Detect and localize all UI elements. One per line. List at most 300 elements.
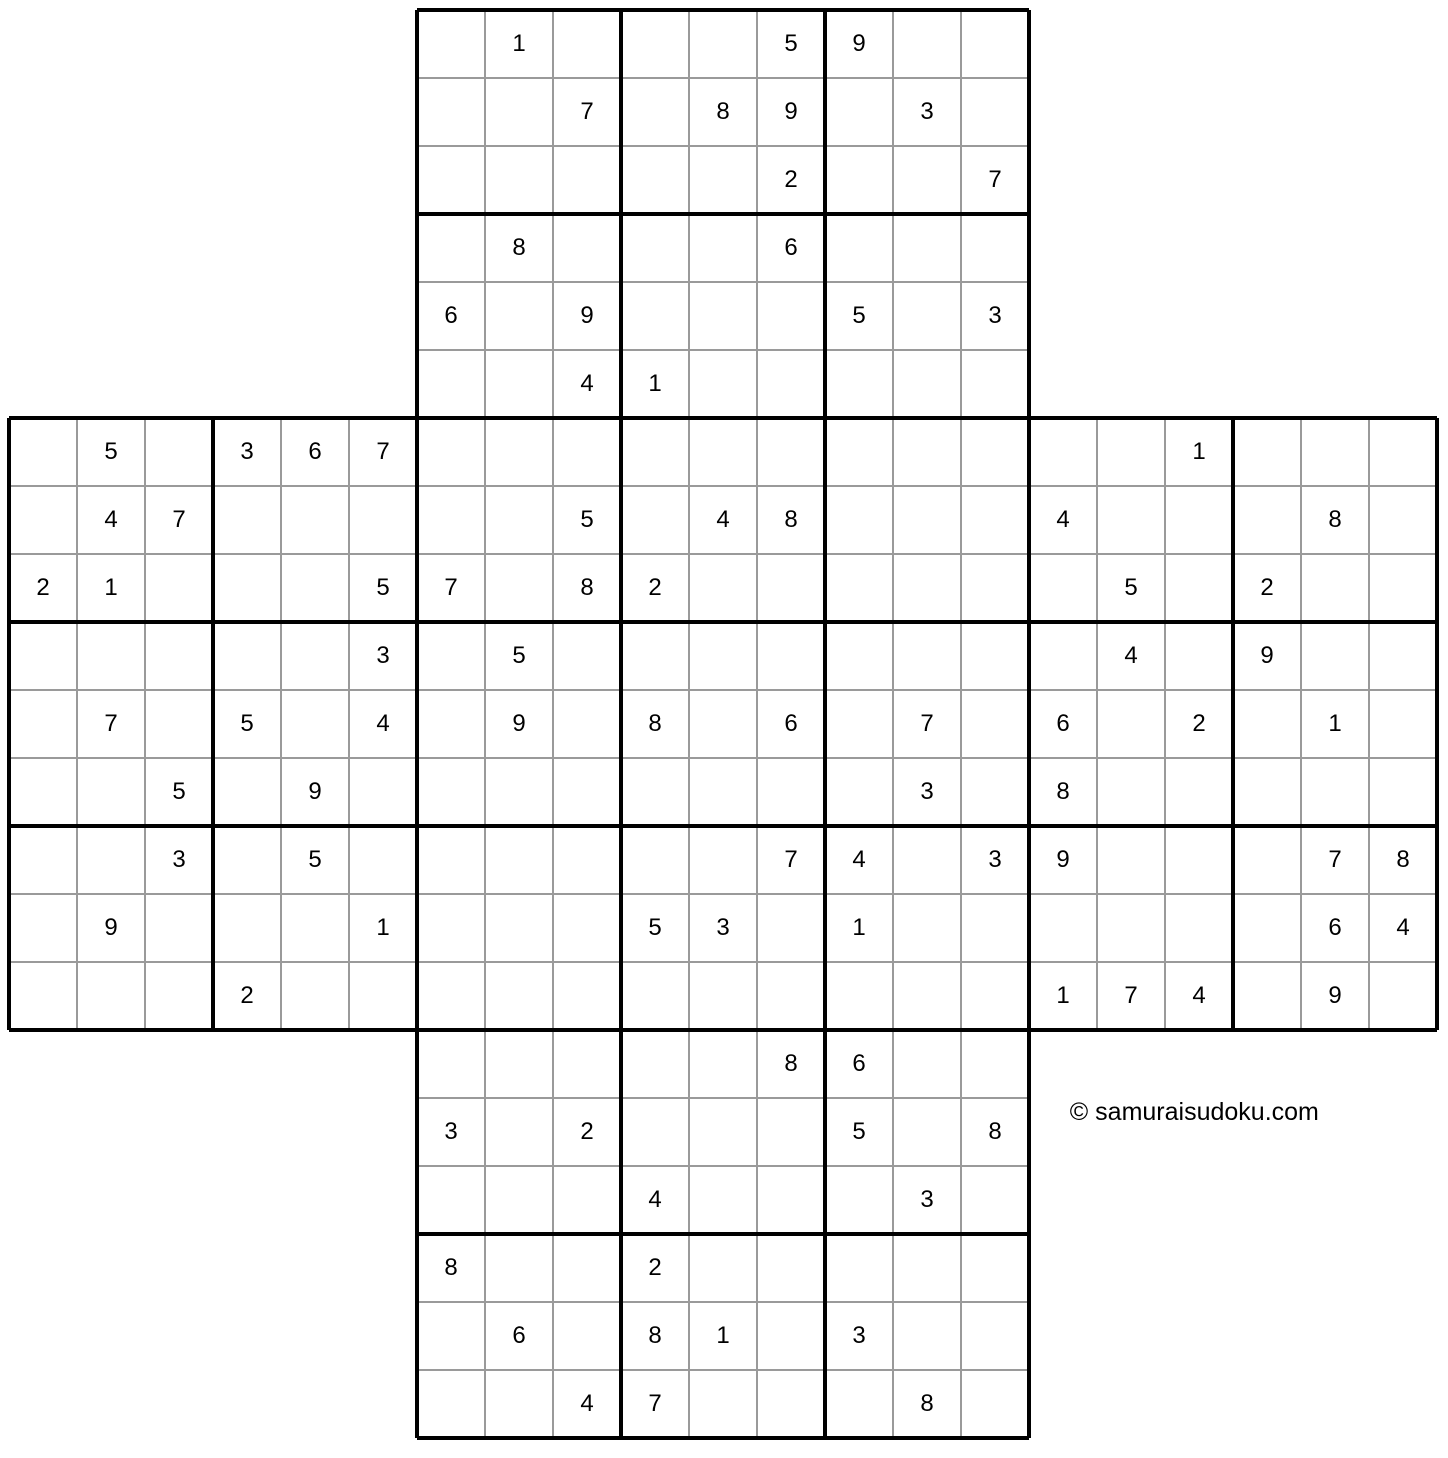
sudoku-cell[interactable]: 6 <box>1301 894 1369 962</box>
sudoku-cell[interactable]: 4 <box>689 486 757 554</box>
sudoku-cell[interactable]: 2 <box>9 554 77 622</box>
sudoku-cell[interactable] <box>893 146 961 214</box>
sudoku-cell[interactable] <box>281 554 349 622</box>
sudoku-cell[interactable]: 4 <box>621 1166 689 1234</box>
sudoku-cell[interactable]: 6 <box>757 690 825 758</box>
sudoku-cell[interactable]: 6 <box>825 1030 893 1098</box>
sudoku-cell[interactable]: 2 <box>621 1234 689 1302</box>
sudoku-cell[interactable]: 4 <box>1097 622 1165 690</box>
sudoku-cell[interactable]: 7 <box>553 78 621 146</box>
sudoku-cell[interactable] <box>893 418 961 486</box>
sudoku-cell[interactable]: 8 <box>621 690 689 758</box>
sudoku-cell[interactable] <box>757 554 825 622</box>
sudoku-cell[interactable] <box>689 826 757 894</box>
sudoku-cell[interactable] <box>553 10 621 78</box>
sudoku-cell[interactable] <box>1301 758 1369 826</box>
sudoku-cell[interactable] <box>213 894 281 962</box>
sudoku-cell[interactable] <box>961 554 1029 622</box>
sudoku-cell[interactable] <box>961 78 1029 146</box>
sudoku-cell[interactable] <box>145 690 213 758</box>
sudoku-cell[interactable] <box>757 1098 825 1166</box>
sudoku-cell[interactable]: 3 <box>961 826 1029 894</box>
sudoku-cell[interactable]: 1 <box>689 1302 757 1370</box>
sudoku-cell[interactable]: 9 <box>1029 826 1097 894</box>
sudoku-cell[interactable]: 1 <box>1029 962 1097 1030</box>
sudoku-cell[interactable] <box>825 350 893 418</box>
sudoku-cell[interactable]: 7 <box>417 554 485 622</box>
sudoku-cell[interactable]: 7 <box>349 418 417 486</box>
sudoku-cell[interactable] <box>1165 758 1233 826</box>
sudoku-cell[interactable]: 1 <box>621 350 689 418</box>
sudoku-cell[interactable] <box>1301 418 1369 486</box>
sudoku-cell[interactable] <box>757 894 825 962</box>
sudoku-cell[interactable]: 8 <box>893 1370 961 1438</box>
sudoku-cell[interactable] <box>485 1166 553 1234</box>
sudoku-cell[interactable] <box>485 1370 553 1438</box>
sudoku-cell[interactable] <box>553 962 621 1030</box>
sudoku-cell[interactable] <box>961 622 1029 690</box>
sudoku-cell[interactable] <box>825 1166 893 1234</box>
sudoku-cell[interactable] <box>621 622 689 690</box>
sudoku-cell[interactable] <box>1029 894 1097 962</box>
sudoku-cell[interactable] <box>621 214 689 282</box>
sudoku-cell[interactable] <box>757 1166 825 1234</box>
sudoku-cell[interactable] <box>961 1302 1029 1370</box>
sudoku-cell[interactable]: 5 <box>145 758 213 826</box>
sudoku-cell[interactable] <box>825 554 893 622</box>
sudoku-cell[interactable] <box>621 146 689 214</box>
sudoku-cell[interactable]: 1 <box>485 10 553 78</box>
sudoku-cell[interactable] <box>1369 418 1437 486</box>
sudoku-cell[interactable] <box>485 486 553 554</box>
sudoku-cell[interactable] <box>825 622 893 690</box>
sudoku-cell[interactable] <box>893 622 961 690</box>
sudoku-cell[interactable]: 8 <box>485 214 553 282</box>
sudoku-cell[interactable] <box>825 690 893 758</box>
sudoku-cell[interactable] <box>553 214 621 282</box>
sudoku-cell[interactable] <box>485 962 553 1030</box>
sudoku-cell[interactable]: 3 <box>417 1098 485 1166</box>
sudoku-cell[interactable] <box>553 1030 621 1098</box>
sudoku-cell[interactable]: 3 <box>893 78 961 146</box>
sudoku-cell[interactable] <box>9 894 77 962</box>
sudoku-cell[interactable]: 6 <box>485 1302 553 1370</box>
sudoku-cell[interactable]: 4 <box>553 1370 621 1438</box>
sudoku-cell[interactable] <box>1233 486 1301 554</box>
sudoku-cell[interactable] <box>893 826 961 894</box>
sudoku-cell[interactable] <box>417 78 485 146</box>
sudoku-cell[interactable]: 5 <box>77 418 145 486</box>
sudoku-cell[interactable]: 9 <box>757 78 825 146</box>
sudoku-cell[interactable] <box>485 282 553 350</box>
sudoku-cell[interactable] <box>757 962 825 1030</box>
sudoku-cell[interactable]: 1 <box>349 894 417 962</box>
sudoku-cell[interactable]: 7 <box>621 1370 689 1438</box>
sudoku-cell[interactable]: 1 <box>825 894 893 962</box>
sudoku-cell[interactable] <box>77 758 145 826</box>
sudoku-cell[interactable]: 7 <box>1301 826 1369 894</box>
sudoku-cell[interactable] <box>1165 622 1233 690</box>
sudoku-cell[interactable] <box>553 146 621 214</box>
sudoku-cell[interactable] <box>485 418 553 486</box>
sudoku-cell[interactable] <box>689 10 757 78</box>
sudoku-cell[interactable] <box>553 1234 621 1302</box>
sudoku-cell[interactable] <box>417 690 485 758</box>
sudoku-cell[interactable] <box>689 1098 757 1166</box>
sudoku-cell[interactable] <box>825 1234 893 1302</box>
sudoku-cell[interactable]: 7 <box>1097 962 1165 1030</box>
sudoku-cell[interactable]: 1 <box>77 554 145 622</box>
sudoku-cell[interactable]: 9 <box>281 758 349 826</box>
sudoku-cell[interactable] <box>485 146 553 214</box>
sudoku-cell[interactable] <box>825 146 893 214</box>
sudoku-cell[interactable] <box>417 214 485 282</box>
sudoku-cell[interactable] <box>9 486 77 554</box>
sudoku-cell[interactable]: 4 <box>1029 486 1097 554</box>
block-divider <box>417 1232 1029 1236</box>
sudoku-cell[interactable] <box>553 690 621 758</box>
sudoku-cell[interactable] <box>757 758 825 826</box>
sudoku-cell[interactable] <box>621 826 689 894</box>
block-divider <box>417 1028 1029 1032</box>
sudoku-cell[interactable]: 4 <box>1369 894 1437 962</box>
sudoku-cell[interactable]: 3 <box>145 826 213 894</box>
sudoku-cell[interactable] <box>1165 554 1233 622</box>
sudoku-cell[interactable]: 9 <box>77 894 145 962</box>
sudoku-cell[interactable] <box>553 894 621 962</box>
sudoku-cell[interactable] <box>689 146 757 214</box>
sudoku-cell[interactable]: 3 <box>213 418 281 486</box>
sudoku-cell[interactable]: 1 <box>1165 418 1233 486</box>
sudoku-cell[interactable] <box>689 758 757 826</box>
sudoku-cell[interactable] <box>689 962 757 1030</box>
sudoku-cell[interactable] <box>893 282 961 350</box>
sudoku-cell[interactable] <box>961 10 1029 78</box>
sudoku-cell[interactable]: 2 <box>757 146 825 214</box>
sudoku-cell[interactable] <box>485 350 553 418</box>
sudoku-cell[interactable]: 4 <box>77 486 145 554</box>
sudoku-cell[interactable] <box>825 486 893 554</box>
sudoku-cell[interactable] <box>825 214 893 282</box>
sudoku-cell[interactable] <box>961 350 1029 418</box>
sudoku-cell[interactable] <box>281 894 349 962</box>
sudoku-cell[interactable] <box>893 962 961 1030</box>
sudoku-cell[interactable]: 3 <box>893 758 961 826</box>
sudoku-cell[interactable] <box>621 1098 689 1166</box>
sudoku-cell[interactable] <box>213 554 281 622</box>
sudoku-cell[interactable]: 8 <box>689 78 757 146</box>
sudoku-cell[interactable]: 3 <box>961 282 1029 350</box>
sudoku-cell[interactable]: 2 <box>553 1098 621 1166</box>
sudoku-cell[interactable] <box>893 214 961 282</box>
sudoku-cell[interactable] <box>1369 486 1437 554</box>
sudoku-cell[interactable] <box>1029 622 1097 690</box>
sudoku-cell[interactable] <box>893 1234 961 1302</box>
sudoku-cell[interactable] <box>961 1370 1029 1438</box>
sudoku-cell[interactable] <box>757 418 825 486</box>
sudoku-cell[interactable] <box>757 1370 825 1438</box>
sudoku-cell[interactable] <box>689 1234 757 1302</box>
sudoku-cell[interactable] <box>213 826 281 894</box>
sudoku-cell[interactable] <box>485 1098 553 1166</box>
sudoku-cell[interactable] <box>825 758 893 826</box>
sudoku-cell[interactable] <box>281 486 349 554</box>
sudoku-cell[interactable]: 9 <box>825 10 893 78</box>
sudoku-cell[interactable] <box>553 758 621 826</box>
sudoku-cell[interactable] <box>689 282 757 350</box>
sudoku-cell[interactable]: 6 <box>1029 690 1097 758</box>
sudoku-cell[interactable] <box>961 894 1029 962</box>
sudoku-cell[interactable] <box>417 1370 485 1438</box>
sudoku-cell[interactable] <box>961 214 1029 282</box>
sudoku-cell[interactable] <box>689 350 757 418</box>
sudoku-cell[interactable]: 2 <box>213 962 281 1030</box>
sudoku-cell[interactable]: 9 <box>1233 622 1301 690</box>
sudoku-cell[interactable] <box>961 1234 1029 1302</box>
sudoku-cell[interactable] <box>1097 894 1165 962</box>
sudoku-cell[interactable] <box>145 554 213 622</box>
sudoku-cell[interactable] <box>145 418 213 486</box>
sudoku-cell[interactable] <box>145 894 213 962</box>
sudoku-cell[interactable] <box>621 10 689 78</box>
sudoku-cell[interactable] <box>77 962 145 1030</box>
sudoku-cell[interactable]: 4 <box>349 690 417 758</box>
sudoku-cell[interactable] <box>893 894 961 962</box>
sudoku-cell[interactable] <box>757 282 825 350</box>
sudoku-cell[interactable] <box>689 554 757 622</box>
sudoku-cell[interactable]: 3 <box>893 1166 961 1234</box>
sudoku-cell[interactable]: 7 <box>893 690 961 758</box>
sudoku-cell[interactable] <box>1233 962 1301 1030</box>
sudoku-cell[interactable]: 8 <box>757 1030 825 1098</box>
sudoku-cell[interactable] <box>893 1098 961 1166</box>
sudoku-cell[interactable] <box>485 554 553 622</box>
sudoku-cell[interactable] <box>825 78 893 146</box>
sudoku-cell[interactable] <box>9 690 77 758</box>
sudoku-cell[interactable]: 6 <box>417 282 485 350</box>
sudoku-cell[interactable] <box>553 622 621 690</box>
sudoku-cell[interactable] <box>1097 758 1165 826</box>
sudoku-cell[interactable] <box>9 962 77 1030</box>
sudoku-cell[interactable] <box>485 826 553 894</box>
sudoku-cell[interactable]: 8 <box>553 554 621 622</box>
sudoku-cell[interactable] <box>689 1030 757 1098</box>
sudoku-cell[interactable] <box>1369 622 1437 690</box>
sudoku-cell[interactable] <box>1029 418 1097 486</box>
sudoku-cell[interactable]: 7 <box>77 690 145 758</box>
sudoku-cell[interactable] <box>417 486 485 554</box>
sudoku-cell[interactable] <box>825 418 893 486</box>
sudoku-cell[interactable] <box>417 1302 485 1370</box>
sudoku-cell[interactable] <box>621 282 689 350</box>
sudoku-cell[interactable]: 5 <box>621 894 689 962</box>
sudoku-cell[interactable] <box>1233 418 1301 486</box>
sudoku-cell[interactable] <box>1369 554 1437 622</box>
sudoku-cell[interactable] <box>77 622 145 690</box>
sudoku-cell[interactable] <box>825 962 893 1030</box>
sudoku-cell[interactable]: 5 <box>825 1098 893 1166</box>
sudoku-cell[interactable]: 6 <box>757 214 825 282</box>
sudoku-cell[interactable] <box>1097 690 1165 758</box>
sudoku-cell[interactable] <box>961 1030 1029 1098</box>
sudoku-cell[interactable] <box>417 1166 485 1234</box>
sudoku-cell[interactable] <box>621 962 689 1030</box>
sudoku-cell[interactable] <box>485 894 553 962</box>
sudoku-cell[interactable] <box>281 962 349 1030</box>
sudoku-cell[interactable]: 5 <box>349 554 417 622</box>
sudoku-cell[interactable] <box>757 1234 825 1302</box>
sudoku-cell[interactable] <box>1233 826 1301 894</box>
sudoku-cell[interactable] <box>349 962 417 1030</box>
sudoku-cell[interactable]: 5 <box>1097 554 1165 622</box>
sudoku-cell[interactable]: 4 <box>825 826 893 894</box>
sudoku-cell[interactable] <box>1233 690 1301 758</box>
sudoku-cell[interactable] <box>757 622 825 690</box>
sudoku-cell[interactable]: 9 <box>1301 962 1369 1030</box>
sudoku-cell[interactable] <box>621 78 689 146</box>
sudoku-cell[interactable] <box>417 962 485 1030</box>
sudoku-cell[interactable] <box>1029 554 1097 622</box>
sudoku-cell[interactable] <box>1369 758 1437 826</box>
sudoku-cell[interactable] <box>281 622 349 690</box>
sudoku-cell[interactable] <box>553 1302 621 1370</box>
sudoku-cell[interactable] <box>961 1166 1029 1234</box>
sudoku-cell[interactable] <box>689 622 757 690</box>
sudoku-cell[interactable] <box>417 146 485 214</box>
sudoku-cell[interactable] <box>1369 690 1437 758</box>
sudoku-cell[interactable] <box>1097 826 1165 894</box>
sudoku-cell[interactable] <box>1165 486 1233 554</box>
sudoku-cell[interactable] <box>1165 894 1233 962</box>
sudoku-cell[interactable] <box>757 350 825 418</box>
sudoku-cell[interactable]: 5 <box>553 486 621 554</box>
sudoku-cell[interactable] <box>689 690 757 758</box>
sudoku-cell[interactable]: 7 <box>757 826 825 894</box>
sudoku-cell[interactable]: 5 <box>213 690 281 758</box>
sudoku-cell[interactable]: 5 <box>757 10 825 78</box>
sudoku-cell[interactable] <box>349 826 417 894</box>
block-divider <box>619 826 623 1438</box>
sudoku-cell[interactable] <box>9 622 77 690</box>
sudoku-cell[interactable] <box>553 826 621 894</box>
sudoku-cell[interactable]: 8 <box>961 1098 1029 1166</box>
sudoku-cell[interactable] <box>553 418 621 486</box>
sudoku-cell[interactable]: 6 <box>281 418 349 486</box>
sudoku-cell[interactable] <box>621 1030 689 1098</box>
sudoku-cell[interactable] <box>485 1234 553 1302</box>
sudoku-cell[interactable] <box>1369 962 1437 1030</box>
sudoku-cell[interactable]: 8 <box>417 1234 485 1302</box>
sudoku-cell[interactable] <box>689 418 757 486</box>
sudoku-cell[interactable]: 3 <box>825 1302 893 1370</box>
sudoku-cell[interactable] <box>77 826 145 894</box>
sudoku-cell[interactable]: 7 <box>145 486 213 554</box>
sudoku-cell[interactable]: 5 <box>485 622 553 690</box>
sudoku-cell[interactable]: 2 <box>1233 554 1301 622</box>
sudoku-cell[interactable]: 4 <box>1165 962 1233 1030</box>
sudoku-cell[interactable] <box>145 962 213 1030</box>
sudoku-cell[interactable] <box>349 486 417 554</box>
sudoku-cell[interactable] <box>145 622 213 690</box>
sudoku-cell[interactable] <box>1301 554 1369 622</box>
sudoku-cell[interactable] <box>417 894 485 962</box>
sudoku-cell[interactable]: 8 <box>757 486 825 554</box>
sudoku-cell[interactable] <box>689 1166 757 1234</box>
sudoku-cell[interactable] <box>213 622 281 690</box>
sudoku-cell[interactable] <box>213 486 281 554</box>
sudoku-cell[interactable]: 8 <box>1029 758 1097 826</box>
sudoku-cell[interactable] <box>689 1370 757 1438</box>
sudoku-cell[interactable] <box>417 418 485 486</box>
sudoku-cell[interactable] <box>621 758 689 826</box>
sudoku-cell[interactable] <box>893 554 961 622</box>
sudoku-cell[interactable] <box>825 1370 893 1438</box>
sudoku-cell[interactable]: 2 <box>1165 690 1233 758</box>
sudoku-cell[interactable]: 4 <box>553 350 621 418</box>
sudoku-cell[interactable] <box>961 758 1029 826</box>
sudoku-cell[interactable] <box>621 486 689 554</box>
sudoku-cell[interactable] <box>893 350 961 418</box>
sudoku-cell[interactable] <box>417 826 485 894</box>
sudoku-cell[interactable] <box>893 1030 961 1098</box>
sudoku-cell[interactable] <box>689 214 757 282</box>
sudoku-cell[interactable]: 3 <box>689 894 757 962</box>
sudoku-cell[interactable] <box>417 1030 485 1098</box>
sudoku-cell[interactable]: 1 <box>1301 690 1369 758</box>
sudoku-cell[interactable] <box>961 690 1029 758</box>
sudoku-cell[interactable] <box>621 418 689 486</box>
sudoku-cell[interactable] <box>1233 894 1301 962</box>
sudoku-cell[interactable]: 8 <box>1369 826 1437 894</box>
sudoku-cell[interactable]: 8 <box>1301 486 1369 554</box>
sudoku-cell[interactable]: 9 <box>553 282 621 350</box>
sudoku-cell[interactable] <box>553 1166 621 1234</box>
sudoku-cell[interactable] <box>961 962 1029 1030</box>
sudoku-cell[interactable]: 5 <box>825 282 893 350</box>
sudoku-cell[interactable] <box>893 486 961 554</box>
sudoku-cell[interactable] <box>417 758 485 826</box>
sudoku-cell[interactable] <box>281 690 349 758</box>
sudoku-cell[interactable]: 9 <box>485 690 553 758</box>
sudoku-cell[interactable] <box>1233 758 1301 826</box>
sudoku-cell[interactable]: 3 <box>349 622 417 690</box>
sudoku-cell[interactable] <box>485 1030 553 1098</box>
sudoku-cell[interactable] <box>1301 622 1369 690</box>
sudoku-cell[interactable] <box>893 10 961 78</box>
sudoku-cell[interactable] <box>485 758 553 826</box>
sudoku-cell[interactable] <box>893 1302 961 1370</box>
sudoku-cell[interactable]: 2 <box>621 554 689 622</box>
sudoku-cell[interactable] <box>213 758 281 826</box>
sudoku-cell[interactable]: 7 <box>961 146 1029 214</box>
sudoku-cell[interactable] <box>961 486 1029 554</box>
sudoku-cell[interactable] <box>417 10 485 78</box>
sudoku-cell[interactable] <box>1097 418 1165 486</box>
sudoku-cell[interactable] <box>9 758 77 826</box>
sudoku-cell[interactable] <box>1097 486 1165 554</box>
sudoku-cell[interactable] <box>349 758 417 826</box>
sudoku-cell[interactable] <box>9 418 77 486</box>
sudoku-cell[interactable] <box>485 78 553 146</box>
sudoku-cell[interactable] <box>961 418 1029 486</box>
sudoku-cell[interactable] <box>417 350 485 418</box>
sudoku-cell[interactable] <box>417 622 485 690</box>
sudoku-cell[interactable] <box>757 1302 825 1370</box>
sudoku-cell[interactable]: 8 <box>621 1302 689 1370</box>
sudoku-cell[interactable]: 5 <box>281 826 349 894</box>
sudoku-cell[interactable] <box>1165 826 1233 894</box>
sudoku-cell[interactable] <box>9 826 77 894</box>
